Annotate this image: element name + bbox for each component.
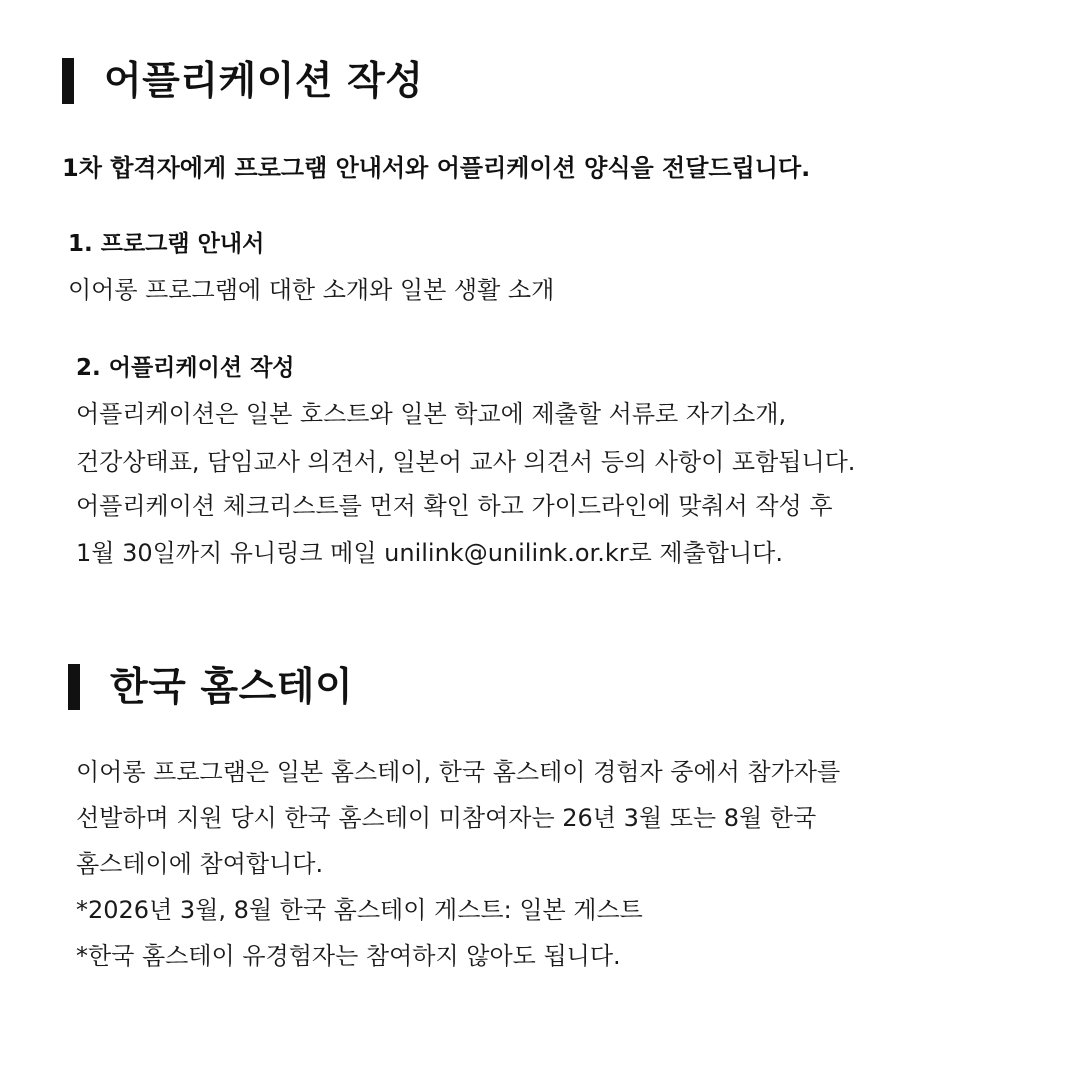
homestay-note: *2026년 3월, 8월 한국 홈스테이 게스트: 일본 게스트 xyxy=(76,896,643,924)
item-title-application: 2. 어플리케이션 작성 xyxy=(76,355,295,381)
item-text-line: 어플리케이션 체크리스트를 먼저 확인 하고 가이드라인에 맞춰서 작성 후 xyxy=(76,492,833,520)
homestay-text-line: 선발하며 지원 당시 한국 홈스테이 미참여자는 26년 3월 또는 8월 한국 xyxy=(76,804,817,832)
section-title: 한국 홈스테이 xyxy=(110,664,354,710)
section-heading-homestay xyxy=(68,664,353,710)
item-text-line: 건강상태표, 담임교사 의견서, 일본어 교사 의견서 등의 사항이 포함됩니다. xyxy=(76,448,856,476)
item-text-line: 1월 30일까지 유니링크 메일 unilink@unilink.or.kr로 제출합니다. xyxy=(76,539,783,567)
item-title-guide: 1. 프로그램 안내서 xyxy=(68,231,265,257)
homestay-text-line: 이어롱 프로그램은 일본 홈스테이, 한국 홈스테이 경험자 중에서 참가자를 xyxy=(76,758,841,786)
homestay-text-line: 홈스테이에 참여합니다. xyxy=(76,850,324,878)
item-text-line: 이어롱 프로그램에 대한 소개와 일본 생활 소개 xyxy=(68,276,555,304)
section-title: 어플리케이션 작성 xyxy=(104,58,424,104)
item-text-line: 어플리케이션은 일본 호스트와 일본 학교에 제출할 서류로 자기소개, xyxy=(76,400,787,428)
heading-bar xyxy=(68,664,80,710)
section-heading-application xyxy=(62,58,423,104)
heading-bar xyxy=(62,58,74,104)
intro-text: 1차 합격자에게 프로그램 안내서와 어플리케이션 양식을 전달드립니다. xyxy=(62,154,811,182)
homestay-note: *한국 홈스테이 유경험자는 참여하지 않아도 됩니다. xyxy=(76,942,621,970)
